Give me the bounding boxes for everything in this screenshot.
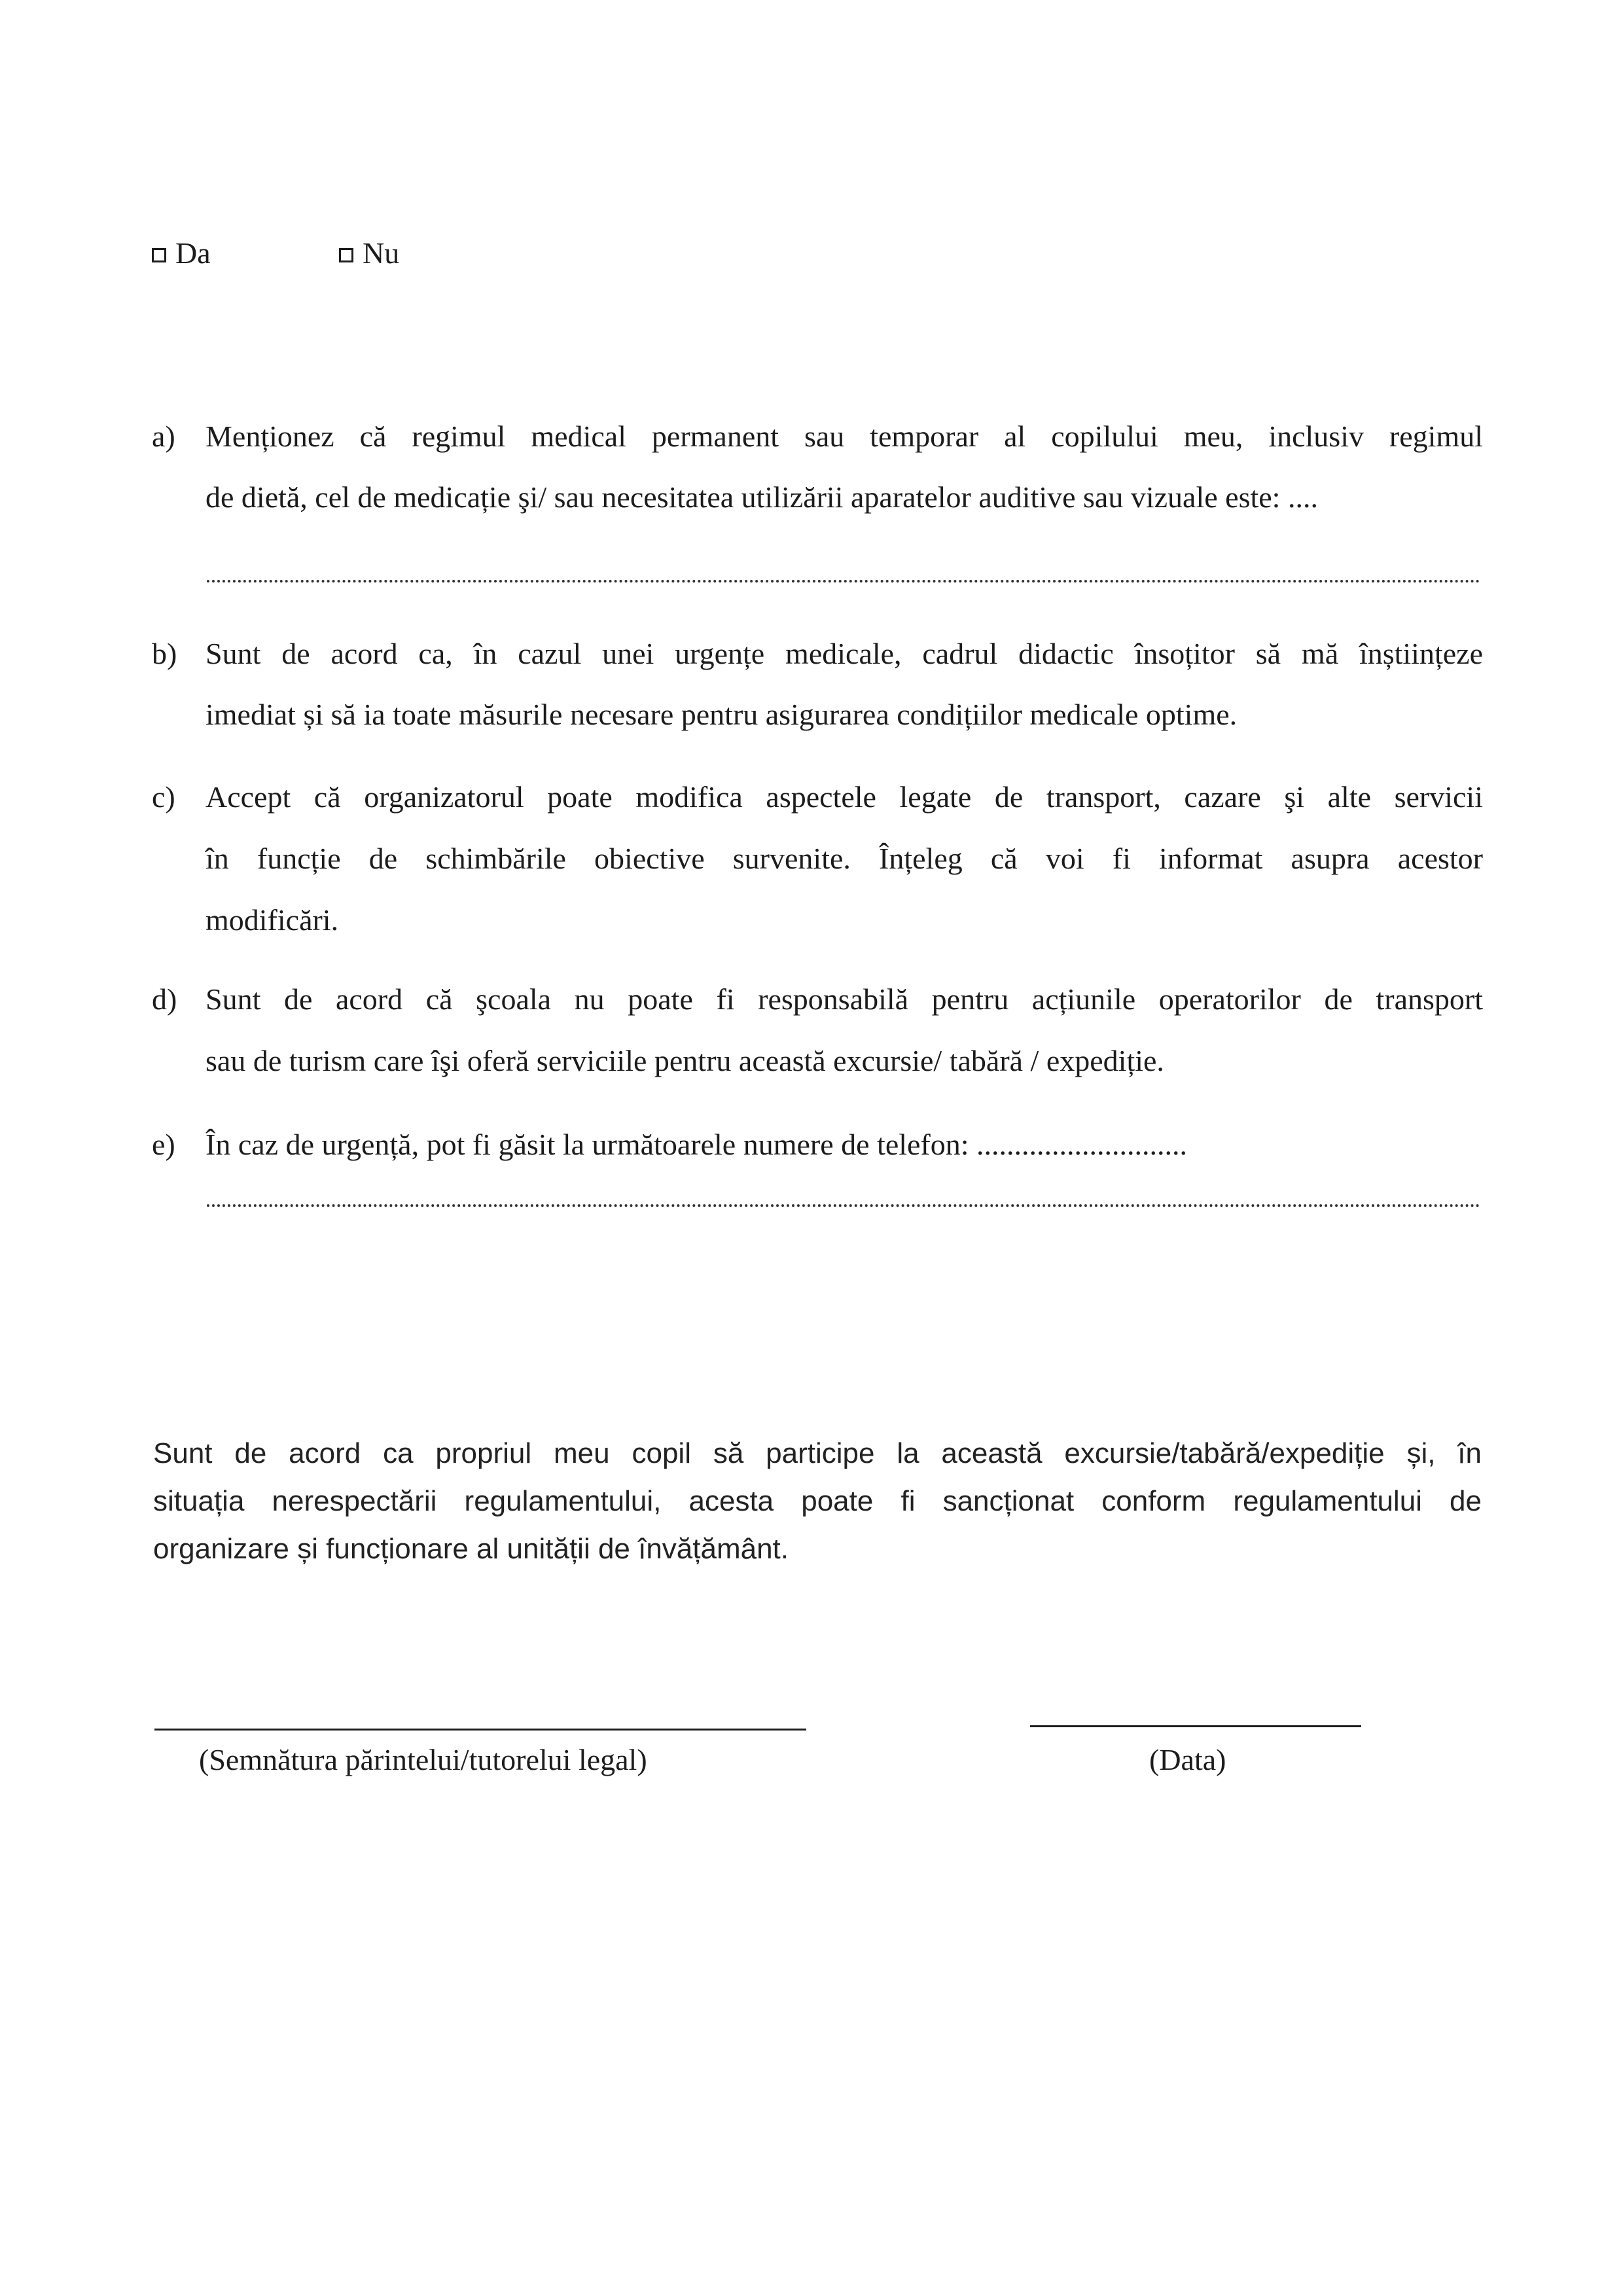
checkbox-da-box[interactable]: [152, 248, 166, 262]
checkbox-nu[interactable]: [339, 236, 399, 270]
item-text-line: Menționez că regimul medical permanent sau temporar al copilului meu, inclusiv regimul: [205, 420, 1483, 453]
item-text-line: sau de turism care îşi oferă serviciile pentru această excursie/ tabără / expediție.: [205, 1044, 1164, 1077]
item-text-line: Accept că organizatorul poate modifica aspectele legate de transport, cazare şi alte servicii: [205, 780, 1483, 814]
item-letter: b): [152, 637, 177, 670]
parent-signature-label: (Semnătura părintelui/tutorelui legal): [199, 1743, 647, 1776]
checkbox-nu-label: Nu: [363, 236, 400, 270]
item-letter: a): [152, 420, 175, 453]
consent-line: situația nerespectării regulamentului, acesta poate fi sancționat conform regulamentului de: [153, 1485, 1482, 1517]
item-text-line: imediat și să ia toate măsurile necesare pentru asigurarea condițiilor medicale optime.: [205, 698, 1238, 731]
checkbox-nu-box[interactable]: [339, 248, 353, 262]
consent-line: Sunt de acord ca propriul meu copil să participe la această excursie/tabără/expediție și, în: [153, 1437, 1482, 1469]
item-letter: c): [152, 780, 175, 814]
medical-regime-answer-field[interactable]: [207, 580, 1480, 583]
item-letter: d): [152, 982, 177, 1016]
date-signature-line[interactable]: [1030, 1725, 1361, 1727]
item-text-line: În caz de urgență, pot fi găsit la următoarele numere de telefon: ............................: [205, 1128, 1188, 1161]
item-text-line: în funcție de schimbările obiective survenite. Înțeleg că voi fi informat asupra acestor: [205, 842, 1483, 875]
item-text-line: de dietă, cel de medicație şi/ sau necesitatea utilizării aparatelor auditive sau vizuale este: ....: [205, 480, 1318, 514]
consent-line: organizare și funcționare al unității de învățământ.: [153, 1533, 789, 1565]
item-text-line: Sunt de acord că şcoala nu poate fi responsabilă pentru acțiunile operatorilor de transport: [205, 982, 1483, 1016]
checkbox-da[interactable]: [152, 236, 211, 270]
parent-signature-line[interactable]: [154, 1729, 806, 1731]
item-text-line: Sunt de acord ca, în cazul unei urgențe medicale, cadrul didactic însoțitor să mă înștiințeze: [205, 637, 1483, 670]
phone-numbers-answer-field[interactable]: [207, 1204, 1480, 1207]
checkbox-da-label: Da: [175, 236, 211, 270]
item-letter: e): [152, 1128, 175, 1161]
date-label: (Data): [1149, 1743, 1226, 1776]
item-text-line: modificări.: [205, 903, 339, 937]
